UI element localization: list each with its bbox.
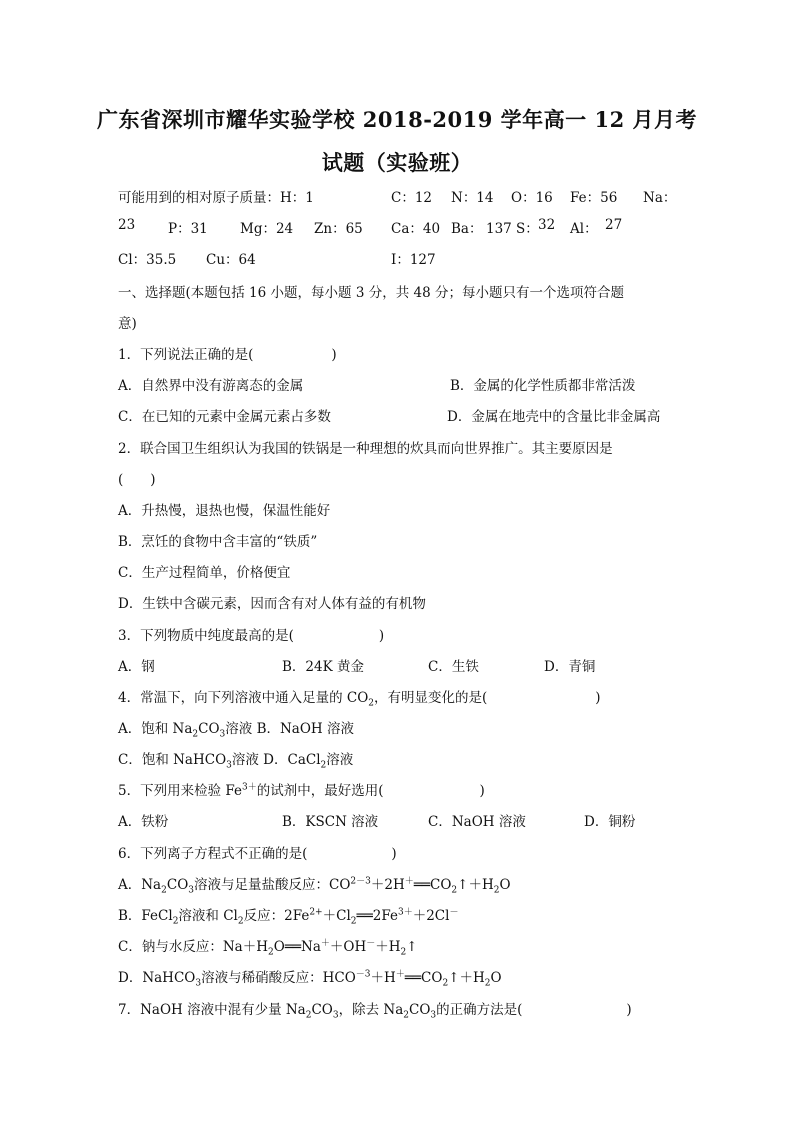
atomic-mass-ba-value-s: 137 S： <box>486 221 539 237</box>
question-5-option-a: A．铁粉 <box>118 814 169 830</box>
question-2-option-b: B．烹饪的食物中含丰富的“铁质” <box>118 534 318 550</box>
question-1-option-b: B．金属的化学性质都非常活泼 <box>450 378 636 394</box>
question-6-option-c: C．钠与水反应：$Na+H_2O══Na^++OH^-+H_2↑$ <box>118 938 418 958</box>
question-4-options-cd: C．饱和 NaHCO$_3$溶液 D．CaCl$_2$溶液 <box>118 752 354 771</box>
question-6-stem: 6．下列离子方程式不正确的是( ) <box>118 846 397 862</box>
question-2-option-d: D．生铁中含碳元素，因而含有对人体有益的有机物 <box>118 596 426 612</box>
question-6-option-d: D．NaHCO$_3$溶液与稀硝酸反应：$HCO^{-3}+H^+══CO_2↑+H_2O$ <box>118 969 502 989</box>
section-heading: 一、选择题(本题包括 16 小题，每小题 3 分，共 48 分；每小题只有一个选项符合题 <box>118 285 624 301</box>
question-1-stem: 1．下列说法正确的是( ) <box>118 347 337 363</box>
atomic-mass-s-value: 32 <box>538 217 556 233</box>
atomic-mass-zn: Zn：65 <box>314 221 363 237</box>
atomic-mass-n: N：14 <box>451 190 494 206</box>
question-4-stem: 4．常温下，向下列溶液中通入足量的 $CO_2$，有明显变化的是( ) <box>118 690 601 709</box>
question-6-option-a: A．$Na_2CO_3$溶液与足量盐酸反应：$CO^{2-3}+2H^+══CO_2↑+H_2O$ <box>118 876 511 896</box>
atomic-mass-na: Na： <box>643 190 677 206</box>
question-5-option-d: D．铜粉 <box>584 814 636 830</box>
atomic-mass-fe: Fe：56 <box>570 190 618 206</box>
question-3-stem: 3．下列物质中纯度最高的是( ) <box>118 628 385 644</box>
atomic-mass-cl: Cl：35.5 <box>118 252 177 268</box>
atomic-mass-c: C：12 <box>391 190 433 206</box>
question-3-option-c: C．生铁 <box>428 659 479 675</box>
question-2-option-c: C．生产过程简单，价格便宜 <box>118 565 291 581</box>
question-3-option-b: B．24K 黄金 <box>282 659 364 675</box>
atomic-mass-al-value: 27 <box>605 217 623 233</box>
question-5-option-b: B．KSCN 溶液 <box>282 814 379 830</box>
question-3-option-d: D．青铜 <box>544 659 596 675</box>
question-4-options-ab: A．饱和 $Na_2CO_3$溶液 B．NaOH 溶液 <box>118 721 354 740</box>
atomic-mass-cu: Cu：64 <box>206 252 256 268</box>
atomic-mass-i: I：127 <box>391 252 436 268</box>
atomic-mass-na-value: 23 <box>118 217 136 233</box>
question-5-option-c: C．NaOH 溶液 <box>428 814 526 830</box>
question-2-stem: 2．联合国卫生组织认为我国的铁锅是一种理想的炊具而向世界推广。其主要原因是 <box>118 441 613 457</box>
question-5-stem: 5．下列用来检验 $Fe^{3+}$的试剂中，最好选用( ) <box>118 782 485 799</box>
question-2-paren: ( ) <box>118 472 156 488</box>
question-6-option-b: B．FeCl$_2$溶液和 $Cl_2$反应：$2Fe^{2+}+Cl_2══2Fe^{3+}+2Cl^-$ <box>118 907 459 927</box>
atomic-mass-al: Al： <box>570 221 598 237</box>
question-1-option-a: A．自然界中没有游离态的金属 <box>118 378 304 394</box>
atomic-mass-ba: Ba： <box>451 221 483 237</box>
atomic-mass-p: P：31 <box>168 221 208 237</box>
atomic-mass-o: O：16 <box>511 190 553 206</box>
question-2-option-a: A．升热慢，退热也慢，保温性能好 <box>118 503 331 519</box>
question-7-stem: 7．NaOH 溶液中混有少量 $Na_2CO_3$，除去 $Na_2CO_3$的正确方法是( ) <box>118 1002 632 1021</box>
atomic-mass-intro: 可能用到的相对原子质量：H：1 <box>118 190 314 206</box>
document-title-line1: 广东省深圳市耀华实验学校 2018-2019 学年高一 12 月月考 <box>96 107 698 132</box>
question-1-option-d: D．金属在地壳中的含量比非金属高 <box>447 409 661 425</box>
question-3-option-a: A．钢 <box>118 659 155 675</box>
section-heading-cont: 意) <box>118 316 137 332</box>
question-1-option-c: C．在已知的元素中金属元素占多数 <box>118 409 331 425</box>
atomic-mass-ca: Ca：40 <box>391 221 441 237</box>
atomic-mass-mg: Mg：24 <box>240 221 294 237</box>
document-title-line2: 试题（实验班） <box>321 150 473 175</box>
